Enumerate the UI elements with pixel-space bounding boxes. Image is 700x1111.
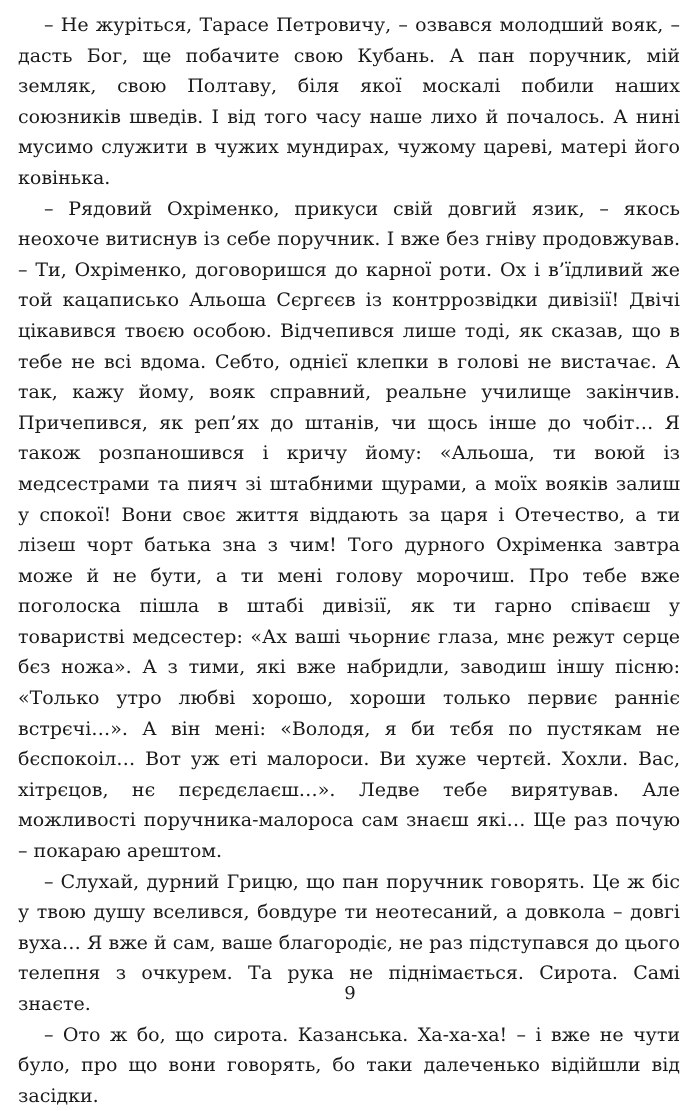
body-text (18, 10, 680, 1111)
book-page (18, 0, 682, 1107)
paragraph: – Слухай, дурний Грицю, що пан поручник говорять. Це ж біс у твою душу вселився, бовдуре ти неотесаний, а довкола – довгі вуха… Я вже й сам, ваше благородіє, не раз підступався до цього телепня з очкурем. Та рука не піднімається. Сирота. Самі знаєте. (18, 870, 680, 1015)
paragraph: – Не журіться, Тарасе Петровичу, – озвався молодший вояк, – дасть Бог, ще побачите свою Кубань. А пан поручник, мій земляк, свою Полтаву, біля якої москалі побили наших союзників шведів. І від того часу наше лихо й почалось. А нині мусимо служити в чужих мундирах, чужому цареві, матері його ковінька. (18, 14, 680, 189)
paragraph: – Ото ж бо, що сирота. Казанська. Ха-ха-ха! – і вже не чути було, про що вони говорять, бо таки далеченько відійшли від засідки. (18, 1023, 680, 1107)
page-number: 9 (344, 983, 356, 1004)
paragraph: – Рядовий Охріменко, прикуси свій довгий язик, – якось неохоче витиснув із себе поручник. І вже без гніву продовжував. – Ти, Охріменко, договоришся до карної роти. Ох і в’їдливий же той кацаписько Альоша Сєргєєв із контррозвідки дивізії! Двічі цікавився твоєю особою. Відчепився лише тоді, як сказав, що в тебе не всі вдома. Себто, однієї клепки в голові не вистачає. А так, кажу йому, вояк справний, реальне училище закінчив. Причепився, як реп’ях до штанів, чи щось інше до чобіт… Я також розпаношився і кричу йому: «Альоша, ти воюй із медсестрами та пияч зі штабними щурами, а моїх вояків залиш у спокої! Вони своє життя віддають за царя і Отечество, а ти лізеш чорт батька зна з чим! Того дурного Охріменка завтра може й не бути, а ти мені голову морочиш. Про тебе вже поголоска пішла в штабі дивізії, як ти гарно співаєш у товаристві медсестер: «Ах ваші чьорниє глаза, мнє режут серце бєз ножа». А з тими, які вже набридли, заводиш іншу пісню: «Только утро любві хорошо, хороши только первиє ранніє встрєчі…». А він мені: «Володя, я би тєбя по пустякам не бєспокоіл… Вот уж еті малороси. Ви хуже чертєй. Хохли. Вас, хітрєцов, нє пєрєдєлаєш…». Ледве тебе вирятував. Але можливості поручника-малороса сам знаєш які… Ще раз почую – покараю арештом. (18, 197, 680, 863)
